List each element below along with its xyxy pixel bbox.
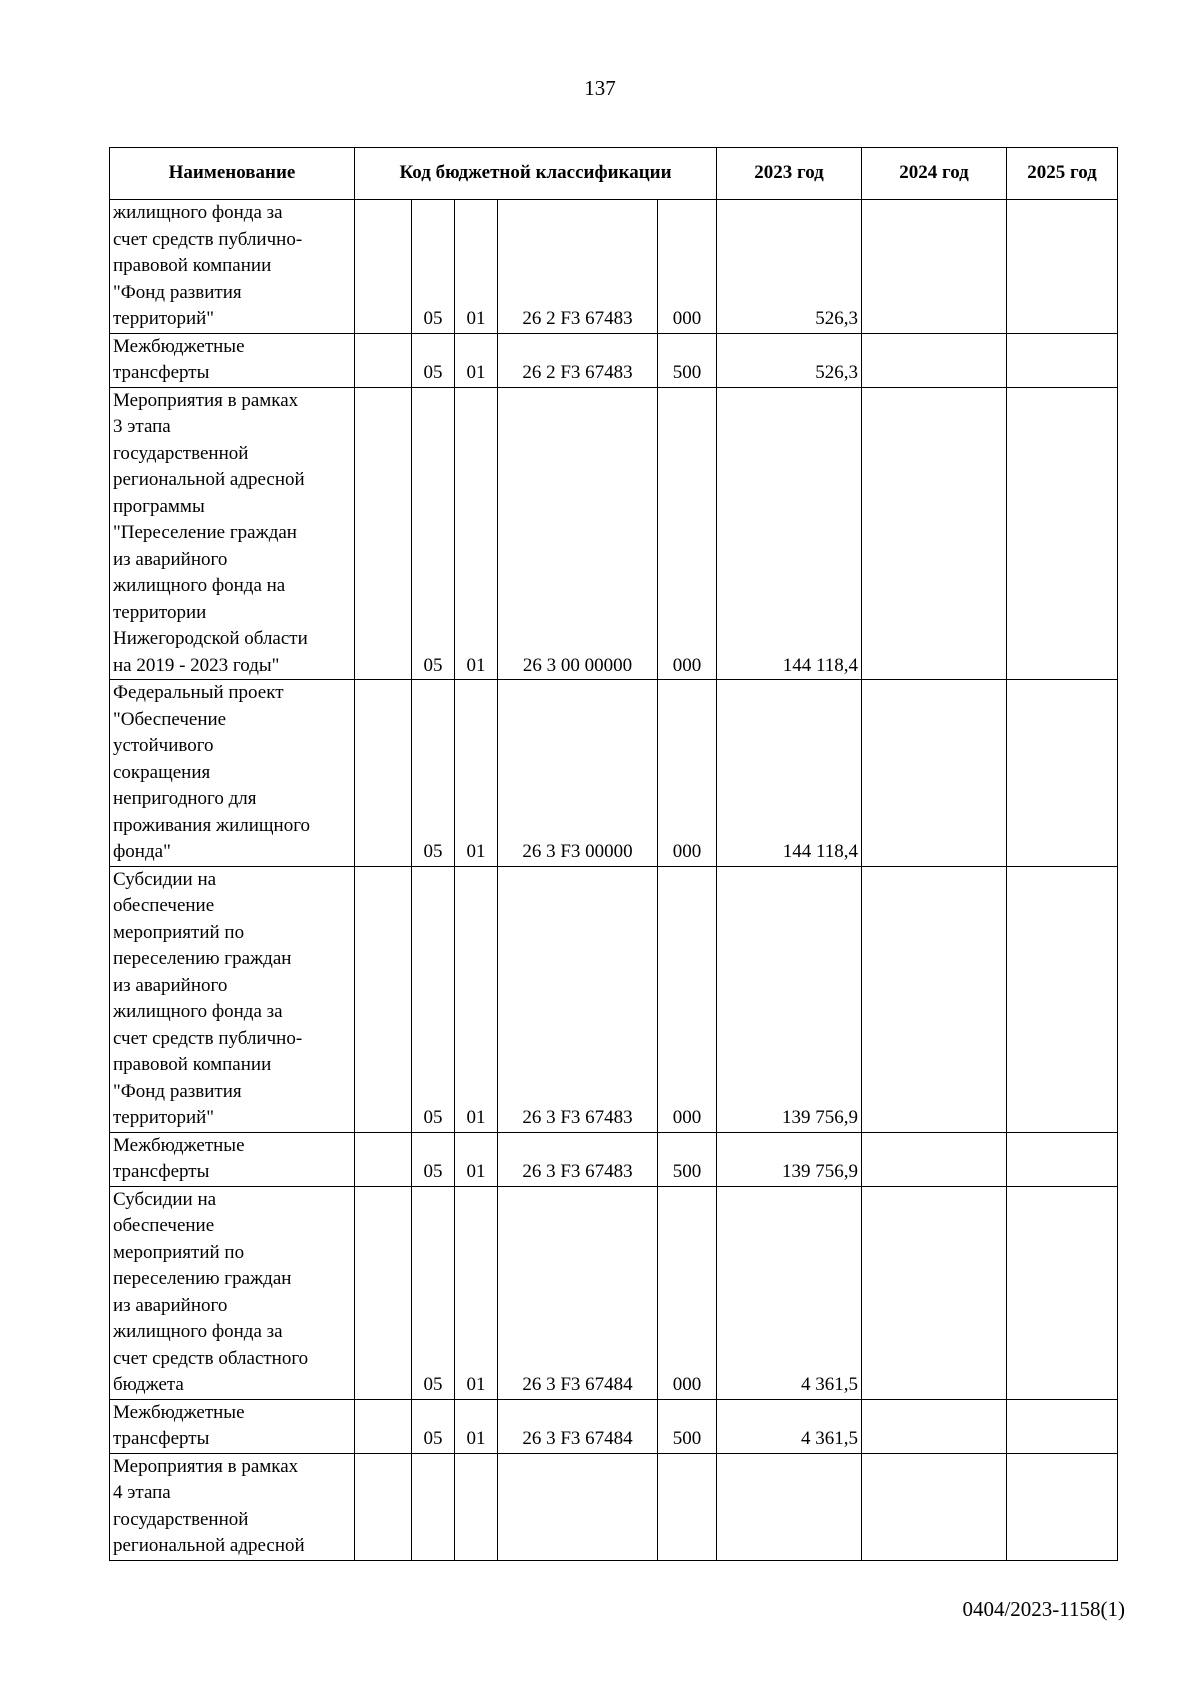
table-row (110, 200, 1118, 334)
code-target-article-cell: 26 2 F3 67483 (498, 200, 658, 334)
row-name-line: трансферты (113, 1161, 210, 1182)
row-name-line: Федеральный проект (113, 682, 284, 703)
amount-2025-cell (1007, 1132, 1118, 1186)
row-name-line: сокращения (113, 761, 211, 783)
amount-2025-cell (1007, 333, 1118, 387)
amount-2024-cell (862, 1399, 1007, 1453)
row-name-line: обеспечение (113, 1215, 215, 1236)
code-expense-type-cell: 000 (658, 1186, 717, 1399)
amount-2024-cell (862, 1132, 1007, 1186)
row-name-line: 4 этапа (113, 1482, 171, 1503)
row-name (110, 1186, 355, 1399)
code-section-cell: 05 (412, 1399, 455, 1453)
amount-2024-cell (862, 866, 1007, 1132)
row-name-line: мероприятий по (113, 921, 245, 943)
amount-2025-cell (1007, 866, 1118, 1132)
code-expense-type-cell: 000 (658, 866, 717, 1132)
row-name (110, 1399, 355, 1453)
row-name-line: "Фонд развития (113, 281, 242, 303)
row-name-line: государственной (113, 1508, 249, 1530)
row-name-line: мероприятий по (113, 1241, 245, 1263)
header-2023: 2023 год (717, 148, 862, 200)
code-ministry-cell (355, 680, 412, 867)
row-name-line: жилищного фонда на (113, 575, 286, 596)
amount-2024-cell (862, 680, 1007, 867)
code-subsection-cell: 01 (455, 333, 498, 387)
code-section-cell: 05 (412, 333, 455, 387)
table-header-row (110, 148, 1118, 200)
amount-2023-cell (717, 1453, 862, 1560)
amount-2024-cell (862, 200, 1007, 334)
row-name-line: Межбюджетные (113, 1401, 245, 1423)
row-name-line: "Переселение граждан (113, 522, 297, 543)
row-name-line: "Обеспечение (113, 708, 227, 730)
code-ministry-cell (355, 1132, 412, 1186)
amount-2023-cell: 4 361,5 (717, 1186, 862, 1399)
header-2025: 2025 год (1007, 148, 1118, 200)
code-ministry-cell (355, 333, 412, 387)
code-section-cell: 05 (412, 866, 455, 1132)
code-expense-type-cell: 500 (658, 1132, 717, 1186)
amount-2024-cell (862, 1186, 1007, 1399)
row-name-line: жилищного фонда за (113, 1321, 283, 1342)
amount-2025-cell (1007, 1399, 1118, 1453)
code-target-article-cell: 26 3 F3 67484 (498, 1186, 658, 1399)
row-name-line: из аварийного (113, 548, 228, 570)
row-name-line: проживания жилищного (113, 814, 311, 836)
header-code: Код бюджетной классификации (355, 148, 717, 200)
table-row (110, 1186, 1118, 1399)
row-name-line: из аварийного (113, 974, 228, 996)
code-section-cell: 05 (412, 680, 455, 867)
row-name-line: "Фонд развития (113, 1080, 242, 1102)
code-section-cell (412, 1453, 455, 1560)
code-subsection-cell (455, 1453, 498, 1560)
amount-2024-cell (862, 387, 1007, 680)
amount-2023-cell: 526,3 (717, 200, 862, 334)
row-name-line: фонда" (113, 841, 171, 862)
table-row (110, 333, 1118, 387)
table-body (110, 200, 1118, 1561)
row-name (110, 1132, 355, 1186)
code-target-article-cell: 26 3 00 00000 (498, 387, 658, 680)
row-name-line: государственной (113, 442, 249, 464)
amount-2025-cell (1007, 1186, 1118, 1399)
code-ministry-cell (355, 1453, 412, 1560)
code-section-cell: 05 (412, 387, 455, 680)
row-name-line: Субсидии на (113, 868, 217, 890)
row-name-line: программы (113, 495, 205, 517)
table-row (110, 1399, 1118, 1453)
table-row (110, 866, 1118, 1132)
amount-2023-cell: 4 361,5 (717, 1399, 862, 1453)
row-name (110, 680, 355, 867)
amount-2024-cell (862, 333, 1007, 387)
code-ministry-cell (355, 866, 412, 1132)
code-subsection-cell: 01 (455, 1399, 498, 1453)
amount-2023-cell: 526,3 (717, 333, 862, 387)
code-expense-type-cell: 500 (658, 1399, 717, 1453)
amount-2025-cell (1007, 1453, 1118, 1560)
row-name-line: бюджета (113, 1374, 184, 1395)
row-name-line: счет средств публично- (113, 228, 303, 250)
row-name-line: жилищного фонда за (113, 202, 283, 223)
row-name-line: Межбюджетные (113, 1134, 245, 1156)
row-name-line: на 2019 - 2023 годы" (113, 654, 280, 676)
code-ministry-cell (355, 200, 412, 334)
code-expense-type-cell: 500 (658, 333, 717, 387)
table-row (110, 387, 1118, 680)
code-section-cell: 05 (412, 1186, 455, 1399)
row-name-line: региональной адресной (113, 469, 305, 490)
row-name-line: Межбюджетные (113, 335, 245, 357)
code-section-cell: 05 (412, 200, 455, 334)
row-name-line: территории (113, 601, 207, 623)
row-name-line: переселению граждан (113, 1268, 292, 1289)
row-name-line: правовой компании (113, 255, 272, 276)
code-subsection-cell: 01 (455, 680, 498, 867)
header-name: Наименование (110, 148, 355, 200)
table-row (110, 1132, 1118, 1186)
row-name-line: обеспечение (113, 895, 215, 916)
row-name-line: счет средств публично- (113, 1027, 303, 1049)
code-subsection-cell: 01 (455, 387, 498, 680)
code-ministry-cell (355, 1186, 412, 1399)
row-name-line: территорий" (113, 308, 215, 329)
page-number: 137 (584, 76, 616, 100)
amount-2025-cell (1007, 387, 1118, 680)
row-name (110, 200, 355, 334)
code-subsection-cell: 01 (455, 1186, 498, 1399)
table-row (110, 680, 1118, 867)
row-name-line: счет средств областного (113, 1347, 309, 1369)
row-name-line: трансферты (113, 362, 210, 383)
code-expense-type-cell: 000 (658, 680, 717, 867)
row-name-line: территорий" (113, 1107, 215, 1128)
code-subsection-cell: 01 (455, 200, 498, 334)
code-target-article-cell (498, 1453, 658, 1560)
row-name-line: непригодного для (113, 788, 257, 809)
row-name-line: Мероприятия в рамках (113, 389, 299, 411)
table-row (110, 1453, 1118, 1560)
amount-2023-cell: 139 756,9 (717, 1132, 862, 1186)
row-name (110, 866, 355, 1132)
amount-2025-cell (1007, 680, 1118, 867)
amount-2023-cell: 144 118,4 (717, 680, 862, 867)
code-expense-type-cell: 000 (658, 200, 717, 334)
row-name-line: устойчивого (113, 735, 214, 756)
row-name-line: правовой компании (113, 1054, 272, 1075)
code-expense-type-cell: 000 (658, 387, 717, 680)
amount-2025-cell (1007, 200, 1118, 334)
code-target-article-cell: 26 3 F3 67484 (498, 1399, 658, 1453)
budget-table (109, 147, 1118, 1561)
code-expense-type-cell (658, 1453, 717, 1560)
amount-2023-cell: 144 118,4 (717, 387, 862, 680)
row-name-line: переселению граждан (113, 948, 292, 969)
row-name-line: региональной адресной (113, 1535, 305, 1556)
code-target-article-cell: 26 3 F3 67483 (498, 866, 658, 1132)
row-name (110, 333, 355, 387)
row-name (110, 387, 355, 680)
code-section-cell: 05 (412, 1132, 455, 1186)
amount-2023-cell: 139 756,9 (717, 866, 862, 1132)
row-name-line: Субсидии на (113, 1188, 217, 1210)
code-subsection-cell: 01 (455, 1132, 498, 1186)
code-ministry-cell (355, 387, 412, 680)
amount-2024-cell (862, 1453, 1007, 1560)
code-target-article-cell: 26 3 F3 00000 (498, 680, 658, 867)
row-name-line: трансферты (113, 1428, 210, 1449)
code-target-article-cell: 26 3 F3 67483 (498, 1132, 658, 1186)
row-name-line: Нижегородской области (113, 628, 308, 649)
row-name-line: из аварийного (113, 1294, 228, 1316)
document-number: 0404/2023-1158(1) (962, 1597, 1125, 1621)
row-name-line: Мероприятия в рамках (113, 1455, 299, 1477)
row-name-line: 3 этапа (113, 416, 171, 437)
row-name (110, 1453, 355, 1560)
code-subsection-cell: 01 (455, 866, 498, 1132)
header-2024: 2024 год (862, 148, 1007, 200)
row-name-line: жилищного фонда за (113, 1001, 283, 1022)
code-target-article-cell: 26 2 F3 67483 (498, 333, 658, 387)
code-ministry-cell (355, 1399, 412, 1453)
